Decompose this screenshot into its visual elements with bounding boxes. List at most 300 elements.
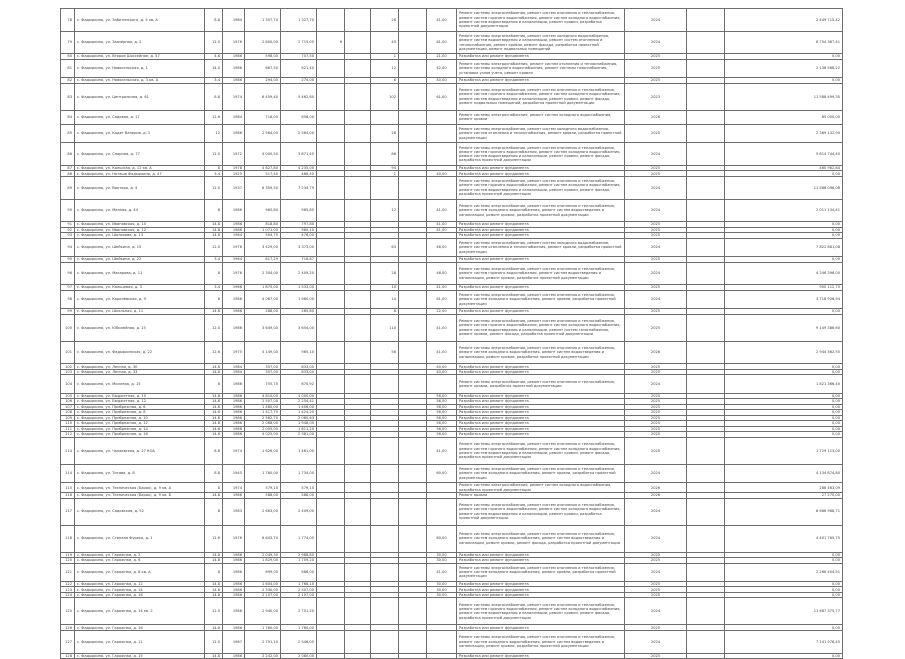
table-row <box>61 341 843 364</box>
table-row <box>61 59 843 77</box>
total-area-cell: 6 459,40 <box>245 83 281 110</box>
wear-percent-cell: 41,00 <box>427 563 457 581</box>
address-cell: с. Фадыркино, ул. Гаражная, д. 12 <box>75 581 205 587</box>
living-area-cell: 686,00 <box>281 563 317 581</box>
blank-cell <box>399 9 427 32</box>
residents-cell <box>371 176 399 199</box>
wear-percent-cell: 46,00 <box>427 238 457 256</box>
floors-cell <box>317 238 345 256</box>
year-cell: 2025 <box>625 558 687 564</box>
address-cell: с. Фадыркино, ул. Миллера, д. 15 <box>75 375 205 393</box>
row-number-cell: 91 <box>61 222 75 228</box>
total-area-cell: 817,29 <box>245 257 281 263</box>
walls-material-cell: 14.8 <box>205 415 223 421</box>
table-row <box>61 525 843 552</box>
works-list-cell: Разработка или ремонт фундамента <box>457 581 625 587</box>
cost-cell: 2 138 568,22 <box>725 59 843 77</box>
address-cell: с. Фадыркино, ул. Гаражная, д. 14 кв. 2 <box>75 598 205 625</box>
table-row <box>61 464 843 482</box>
cost-cell: 1 729 113,00 <box>725 437 843 464</box>
walls-material-cell: 3.4 <box>205 78 223 84</box>
total-area-cell: 2 663,00 <box>245 498 281 525</box>
register-sheet <box>60 8 842 658</box>
blank-cell <box>399 124 427 142</box>
entrances-cell <box>345 262 371 285</box>
address-cell: с. Фадыркино, ул. Гаражная, д. 16 <box>75 592 205 598</box>
wear-percent-cell <box>427 498 457 525</box>
residents-cell: 86 <box>371 143 399 166</box>
works-list-cell: Ремонт кровли <box>457 493 625 499</box>
build-year-cell: 1986 <box>223 375 245 393</box>
works-list-cell: Разработка или ремонт фундамента <box>457 393 625 399</box>
works-list-cell: Разработка или ремонт фундамента <box>457 426 625 432</box>
year-cell: 2025 <box>625 165 687 171</box>
living-area-cell: 833,00 <box>281 364 317 370</box>
total-area-cell: 1 604,00 <box>245 581 281 587</box>
cost-cell: 0,00 <box>725 257 843 263</box>
wear-percent-cell: 40,00 <box>427 171 457 177</box>
spacer-cell <box>687 59 725 77</box>
living-area-cell: 2 080,00 <box>281 653 317 659</box>
row-number-cell: 93 <box>61 233 75 239</box>
build-year-cell: 1984 <box>223 110 245 124</box>
works-list-cell: Разработка или ремонт фундамента <box>457 432 625 438</box>
address-cell: с. Фадыркино, ул. Фадыркинская, д. 22 <box>75 341 205 364</box>
works-list-cell: Ремонт системы энергоснабжения, ремонт систем отопления и теплоснабжения, ремонт систем горячего водоснабжения, ремонт систем холодного водоснабжения, ремонт систем водоотведения и канализации, ремонт кровли, ремонт фасада, разработка проектной документации <box>457 143 625 166</box>
wear-percent-cell <box>427 124 457 142</box>
year-cell: 2025 <box>625 552 687 558</box>
year-cell: 2025 <box>625 171 687 177</box>
works-list-cell: Ремонт системы электроснабжения, ремонт систем холодного водоснабжения, ремонт кровли <box>457 110 625 124</box>
living-area-cell: 1 960,00 <box>281 290 317 308</box>
blank-cell <box>399 290 427 308</box>
entrances-cell <box>345 59 371 77</box>
walls-material-cell: 12.6 <box>205 525 223 552</box>
entrances-cell <box>345 341 371 364</box>
blank-cell <box>399 31 427 54</box>
row-number-cell: 102 <box>61 364 75 370</box>
blank-cell <box>399 525 427 552</box>
wear-percent-cell: 60,00 <box>427 464 457 482</box>
address-cell: с. Фадыркино, ул. Центральная, д. 61 <box>75 83 205 110</box>
year-cell: 2024 <box>625 630 687 653</box>
total-area-cell: 6 359,50 <box>245 176 281 199</box>
build-year-cell: 1986 <box>223 124 245 142</box>
floors-cell <box>317 630 345 653</box>
spacer-cell <box>687 653 725 659</box>
total-area-cell: 818,80 <box>245 222 281 228</box>
works-list-cell: Разработка или ремонт фундамента <box>457 558 625 564</box>
row-number-cell: 118 <box>61 525 75 552</box>
walls-material-cell: 14.8 <box>205 426 223 432</box>
cost-cell: 7 141 976,45 <box>725 630 843 653</box>
residents-cell: 94 <box>371 165 399 171</box>
walls-material-cell: 12.0 <box>205 598 223 625</box>
row-number-cell: 103 <box>61 369 75 375</box>
floors-cell <box>317 464 345 482</box>
residents-cell <box>371 437 399 464</box>
cost-cell: 950 112,75 <box>725 285 843 291</box>
walls-material-cell: 8 <box>205 262 223 285</box>
living-area-cell: 965,10 <box>281 341 317 364</box>
entrances-cell <box>345 176 371 199</box>
residents-cell: 1 <box>371 54 399 60</box>
table-row <box>61 262 843 285</box>
year-cell: 2025 <box>625 410 687 416</box>
total-area-cell: 579,10 <box>245 483 281 493</box>
walls-material-cell: 14.8 <box>205 369 223 375</box>
address-cell: с. Фадыркино, ул. Прибрежная, д. 12 <box>75 421 205 427</box>
row-number-cell: 79 <box>61 31 75 54</box>
living-area-cell: 658,00 <box>281 110 317 124</box>
address-cell: с. Фадыркино, ул. Мелкая, д. 44 <box>75 199 205 222</box>
blank-cell <box>399 238 427 256</box>
cost-cell: 0,00 <box>725 369 843 375</box>
living-area-cell: 2 107,00 <box>281 592 317 598</box>
works-list-cell: Разработка или ремонт фундамента <box>457 552 625 558</box>
cost-cell: 85 000,00 <box>725 110 843 124</box>
works-list-cell: Разработка или ремонт фундамента <box>457 421 625 427</box>
living-area-cell: 621,40 <box>281 59 317 77</box>
spacer-cell <box>687 525 725 552</box>
year-cell: 2024 <box>625 262 687 285</box>
row-number-cell: 94 <box>61 238 75 256</box>
total-area-cell: 288,00 <box>245 309 281 315</box>
build-year-cell: 1986 <box>223 54 245 60</box>
floors-cell <box>317 143 345 166</box>
row-number-cell: 100 <box>61 314 75 341</box>
living-area-cell: 2 507,00 <box>281 587 317 593</box>
row-number-cell: 89 <box>61 176 75 199</box>
year-cell: 2025 <box>625 581 687 587</box>
build-year-cell: 1974 <box>223 483 245 493</box>
total-area-cell: 4 827,80 <box>245 165 281 171</box>
address-cell: с. Фадыркино, ул. Второе Шоссейное, д. 57 <box>75 54 205 60</box>
living-area-cell: 1 811,20 <box>281 426 317 432</box>
address-cell: с. Фадыркино, ул. Гаражная, д. 14 <box>75 587 205 593</box>
total-area-cell: 1 829,00 <box>245 558 281 564</box>
floors-cell <box>317 176 345 199</box>
year-cell: 2024 <box>625 290 687 308</box>
blank-cell <box>399 483 427 493</box>
residents-cell <box>371 464 399 482</box>
walls-material-cell: 3.4 <box>205 171 223 177</box>
table-row <box>61 375 843 393</box>
year-cell: 2025 <box>625 257 687 263</box>
residents-cell: 8 <box>371 309 399 315</box>
year-cell: 2024 <box>625 598 687 625</box>
table-row <box>61 483 843 493</box>
year-cell: 2025 <box>625 314 687 341</box>
build-year-cell: 1986 <box>223 581 245 587</box>
walls-material-cell: 14.8 <box>205 364 223 370</box>
address-cell: с. Фадыркино, ул. Садовская, д. 52 <box>75 498 205 525</box>
living-area-cell: 716,67 <box>281 257 317 263</box>
row-number-cell: 88 <box>61 171 75 177</box>
address-cell: с. Фадыркино, ул. Гаражная, д. 15 <box>75 653 205 659</box>
table-row <box>61 598 843 625</box>
walls-material-cell: 8 <box>205 483 223 493</box>
row-number-cell: 116 <box>61 493 75 499</box>
cost-cell: 0,00 <box>725 410 843 416</box>
total-area-cell: 2 330,00 <box>245 587 281 593</box>
cost-cell: 2 266 404,51 <box>725 563 843 581</box>
build-year-cell: 1983 <box>223 498 245 525</box>
build-year-cell: 1986 <box>223 426 245 432</box>
floors-cell <box>317 199 345 222</box>
works-list-cell: Разработка или ремонт фундамента <box>457 592 625 598</box>
build-year-cell: 1976 <box>223 262 245 285</box>
address-cell: с. Фадыркино, ул. Спорная, д. 77 <box>75 143 205 166</box>
floors-cell <box>317 525 345 552</box>
works-list-cell: Ремонт системы энергоснабжения, ремонт систем отопления и теплоснабжения, ремонт систем холодного водоснабжения, ремонт систем водоотведения и канализации, ремонт кровли, ремонт фасада, разработка проектной документации <box>457 525 625 552</box>
works-list-cell: Разработка или ремонт фундамента <box>457 233 625 239</box>
address-cell: с. Фадыркино, ул. Школьная, д. 11 <box>75 309 205 315</box>
living-area-cell: 707,50 <box>281 54 317 60</box>
total-area-cell: 1 626,00 <box>245 437 281 464</box>
cost-cell: 0,00 <box>725 399 843 405</box>
row-number-cell: 82 <box>61 78 75 84</box>
year-cell: 2025 <box>625 426 687 432</box>
works-list-cell: Разработка или ремонт фундамента <box>457 257 625 263</box>
residents-cell <box>371 563 399 581</box>
blank-cell <box>399 199 427 222</box>
table-row <box>61 498 843 525</box>
address-cell: с. Фадыркино, ул. Гаражная, д. 2 <box>75 552 205 558</box>
walls-material-cell: 14.8 <box>205 592 223 598</box>
works-list-cell: Ремонт системы энергоснабжения, ремонт систем холодного водоснабжения, ремонт систем отопления и теплоснабжения, ремонт кровли, разработка проектной документации <box>457 238 625 256</box>
works-list-cell: Ремонт системы энергоснабжения, ремонт систем отопления и теплоснабжения, ремонт систем горячего водоснабжения, ремонт систем водоотведения и канализации, ремонт кровли, разработка проектной документации <box>457 262 625 285</box>
entrances-cell <box>345 437 371 464</box>
wear-percent-cell: 56,00 <box>427 410 457 416</box>
walls-material-cell: 14.8 <box>205 222 223 228</box>
entrances-cell <box>345 498 371 525</box>
wear-percent-cell: 41,00 <box>427 285 457 291</box>
row-number-cell: 78 <box>61 9 75 32</box>
living-area-cell: 2 546,00 <box>281 630 317 653</box>
walls-material-cell: 14.8 <box>205 432 223 438</box>
year-cell: 2025 <box>625 227 687 233</box>
walls-material-cell: 12.6 <box>205 341 223 364</box>
walls-material-cell: 3.4 <box>205 285 223 291</box>
blank-cell <box>399 653 427 659</box>
total-area-cell: 2 562,70 <box>245 415 281 421</box>
blank-cell <box>399 598 427 625</box>
walls-material-cell: 8.8 <box>205 464 223 482</box>
year-cell: 2025 <box>625 59 687 77</box>
walls-material-cell: 12 <box>205 124 223 142</box>
table-row <box>61 31 843 54</box>
cost-cell: 4 401 765,75 <box>725 525 843 552</box>
build-year-cell: 1986 <box>223 415 245 421</box>
total-area-cell: 504,70 <box>245 233 281 239</box>
year-cell: 2025 <box>625 653 687 659</box>
build-year-cell: 1986 <box>223 592 245 598</box>
spacer-cell <box>687 314 725 341</box>
works-list-cell: Разработка или ремонт фундамента <box>457 54 625 60</box>
wear-percent-cell <box>427 143 457 166</box>
address-cell: с. Фадыркино, ул. Макарова, д. 11 <box>75 262 205 285</box>
walls-material-cell: 8 <box>205 563 223 581</box>
wear-percent-cell <box>427 176 457 199</box>
year-cell: 2025 <box>625 54 687 60</box>
build-year-cell: 1986 <box>223 421 245 427</box>
living-area-cell: 3 871,40 <box>281 143 317 166</box>
table-row <box>61 653 843 659</box>
cost-cell: 11 687 375,77 <box>725 598 843 625</box>
total-area-cell: 2 940,00 <box>245 598 281 625</box>
address-cell: с. Фадыркино, ул. Заозёрная, д. 2 <box>75 31 205 54</box>
residents-cell: 28 <box>371 262 399 285</box>
living-area-cell: 476,00 <box>281 233 317 239</box>
wear-percent-cell: 40,00 <box>427 364 457 370</box>
walls-material-cell: 4.6 <box>205 54 223 60</box>
spacer-cell <box>687 9 725 32</box>
build-year-cell: 1967 <box>223 630 245 653</box>
total-area-cell: 588,00 <box>245 493 281 499</box>
works-list-cell: Ремонт системы энергоснабжения, ремонт систем отопления и теплоснабжения, ремонт систем горячего водоснабжения, ремонт систем холодного водоснабжения, ремонт систем водоотведения и канализации, ремонт кровли, разработка проектной документации <box>457 9 625 32</box>
build-year-cell: 1986 <box>223 653 245 659</box>
year-cell: 2025 <box>625 124 687 142</box>
works-list-cell: Разработка или ремонт фундамента <box>457 222 625 228</box>
walls-material-cell: 12.0 <box>205 630 223 653</box>
cost-cell: 0,00 <box>725 364 843 370</box>
living-area-cell: 2 060,63 <box>281 415 317 421</box>
residents-cell: 10 <box>371 285 399 291</box>
address-cell: с. Фадыркино, ул. Бюджетная, д. 10 <box>75 393 205 399</box>
living-area-cell: 1 424,25 <box>281 410 317 416</box>
wear-percent-cell: 30,00 <box>427 587 457 593</box>
walls-material-cell: 14.8 <box>205 421 223 427</box>
year-cell: 2024 <box>625 31 687 54</box>
wear-percent-cell: 60,00 <box>427 525 457 552</box>
living-area-cell: 4 235,00 <box>281 165 317 171</box>
cost-cell: 8 666 968,71 <box>725 498 843 525</box>
build-year-cell: 1986 <box>223 558 245 564</box>
build-year-cell: 1986 <box>223 563 245 581</box>
spacer-cell <box>687 143 725 166</box>
address-cell: с. Фадыркино, ул. Новосельская, д. 1 <box>75 59 205 77</box>
walls-material-cell: 12.0 <box>205 314 223 341</box>
total-area-cell: 2 791,10 <box>245 630 281 653</box>
total-area-cell: 2 049,30 <box>245 552 281 558</box>
total-area-cell: 6 643,70 <box>245 525 281 552</box>
living-area-cell: 1 327,70 <box>281 9 317 32</box>
address-cell: с. Фадыркино, ул. Садовая, д. 17 <box>75 110 205 124</box>
address-cell: с. Фадыркино, ул. Юбилейная, д. 15 <box>75 314 205 341</box>
entrances-cell <box>345 630 371 653</box>
build-year-cell: 1986 <box>223 598 245 625</box>
build-year-cell: 1974 <box>223 437 245 464</box>
residents-cell: 1 <box>371 171 399 177</box>
build-year-cell: 1976 <box>223 31 245 54</box>
year-cell: 2025 <box>625 421 687 427</box>
year-cell: 2025 <box>625 393 687 399</box>
living-area-cell: 2 564,00 <box>281 124 317 142</box>
works-list-cell: Разработка или ремонт фундамента <box>457 587 625 593</box>
year-cell: 2025 <box>625 285 687 291</box>
blank-cell <box>399 143 427 166</box>
living-area-cell: 2 751,20 <box>281 598 317 625</box>
year-cell: 2024 <box>625 199 687 222</box>
year-cell: 2024 <box>625 464 687 482</box>
wear-percent-cell: 56,00 <box>427 426 457 432</box>
total-area-cell: 4 025,00 <box>245 432 281 438</box>
year-cell: 2025 <box>625 222 687 228</box>
blank-cell <box>399 498 427 525</box>
walls-material-cell: 12.0 <box>205 176 223 199</box>
works-list-cell: Разработка или ремонт фундамента <box>457 227 625 233</box>
wear-percent-cell: 40,00 <box>427 369 457 375</box>
build-year-cell: 1976 <box>223 525 245 552</box>
row-number-cell: 96 <box>61 262 75 285</box>
row-number-cell: 119 <box>61 552 75 558</box>
table-row <box>61 124 843 142</box>
cost-cell: 8 754 367,41 <box>725 31 843 54</box>
works-list-cell: Разработка или ремонт фундамента <box>457 309 625 315</box>
works-list-cell: Ремонт системы энергоснабжения, ремонт систем отопления и теплоснабжения, ремонт систем горячего водоснабжения, ремонт систем холодного водоснабжения, ремонт систем водоотведения и канализации, ремонт кровли, ремонт фасада, ремонт подвальных помещений, разработка проектной документации <box>457 83 625 110</box>
year-cell: 2024 <box>625 143 687 166</box>
row-number-cell: 99 <box>61 309 75 315</box>
walls-material-cell: 14.8 <box>205 587 223 593</box>
entrances-cell <box>345 238 371 256</box>
table-row <box>61 143 843 166</box>
works-list-cell: Разработка или ремонт фундамента <box>457 653 625 659</box>
works-list-cell: Разработка или ремонт фундамента <box>457 171 625 177</box>
entrances-cell <box>345 375 371 393</box>
build-year-cell: 1986 <box>223 290 245 308</box>
residents-cell <box>371 375 399 393</box>
walls-material-cell: 14.8 <box>205 404 223 410</box>
blank-cell <box>399 314 427 341</box>
entrances-cell <box>345 314 371 341</box>
total-area-cell: 2 107,00 <box>245 592 281 598</box>
build-year-cell: 1937 <box>223 176 245 199</box>
row-number-cell: 81 <box>61 59 75 77</box>
build-year-cell: 1945 <box>223 464 245 482</box>
wear-percent-cell: 30,00 <box>427 558 457 564</box>
cost-cell: 0,00 <box>725 432 843 438</box>
year-cell: 2024 <box>625 498 687 525</box>
cost-cell: 0,00 <box>725 581 843 587</box>
walls-material-cell: 14.8 <box>205 581 223 587</box>
residents-cell <box>371 483 399 493</box>
build-year-cell: 1925 <box>223 171 245 177</box>
works-list-cell: Разработка или ремонт фундамента <box>457 410 625 416</box>
address-cell: с. Фадыркино, ул. Ивановская, д. 10 <box>75 222 205 228</box>
wear-percent-cell: 41,00 <box>427 227 457 233</box>
year-cell: 2023 <box>625 83 687 110</box>
floors-cell <box>317 83 345 110</box>
living-area-cell: 797,80 <box>281 222 317 228</box>
works-list-cell: Ремонт системы энергоснабжения, ремонт систем холодного водоснабжения, ремонт систем водоотведения и канализации, ремонт систем отопления и теплоснабжения, ремонт кровли, ремонт фасада, разработка проектной документации, ремонт подвальных помещений <box>457 31 625 54</box>
table-row <box>61 437 843 464</box>
build-year-cell: 1986 <box>223 199 245 222</box>
address-cell: с. Фадыркино, ул. Кольцевая, д. 3 <box>75 285 205 291</box>
living-area-cell: 1 774,00 <box>281 525 317 552</box>
cost-cell: 0,00 <box>725 171 843 177</box>
floors-cell <box>317 110 345 124</box>
total-area-cell: 4 000,50 <box>245 143 281 166</box>
floors-cell <box>317 341 345 364</box>
address-cell: с. Фадыркино, ул. Прибрежная, д. 10 <box>75 415 205 421</box>
total-area-cell: 2 304,00 <box>245 262 281 285</box>
wear-percent-cell: 42,00 <box>427 59 457 77</box>
table-row <box>61 176 843 199</box>
walls-material-cell: 12.0 <box>205 238 223 256</box>
address-cell: с. Фадыркино, ул. Техническая (Барак), д. 9 кв. Б <box>75 493 205 499</box>
blank-cell <box>399 437 427 464</box>
